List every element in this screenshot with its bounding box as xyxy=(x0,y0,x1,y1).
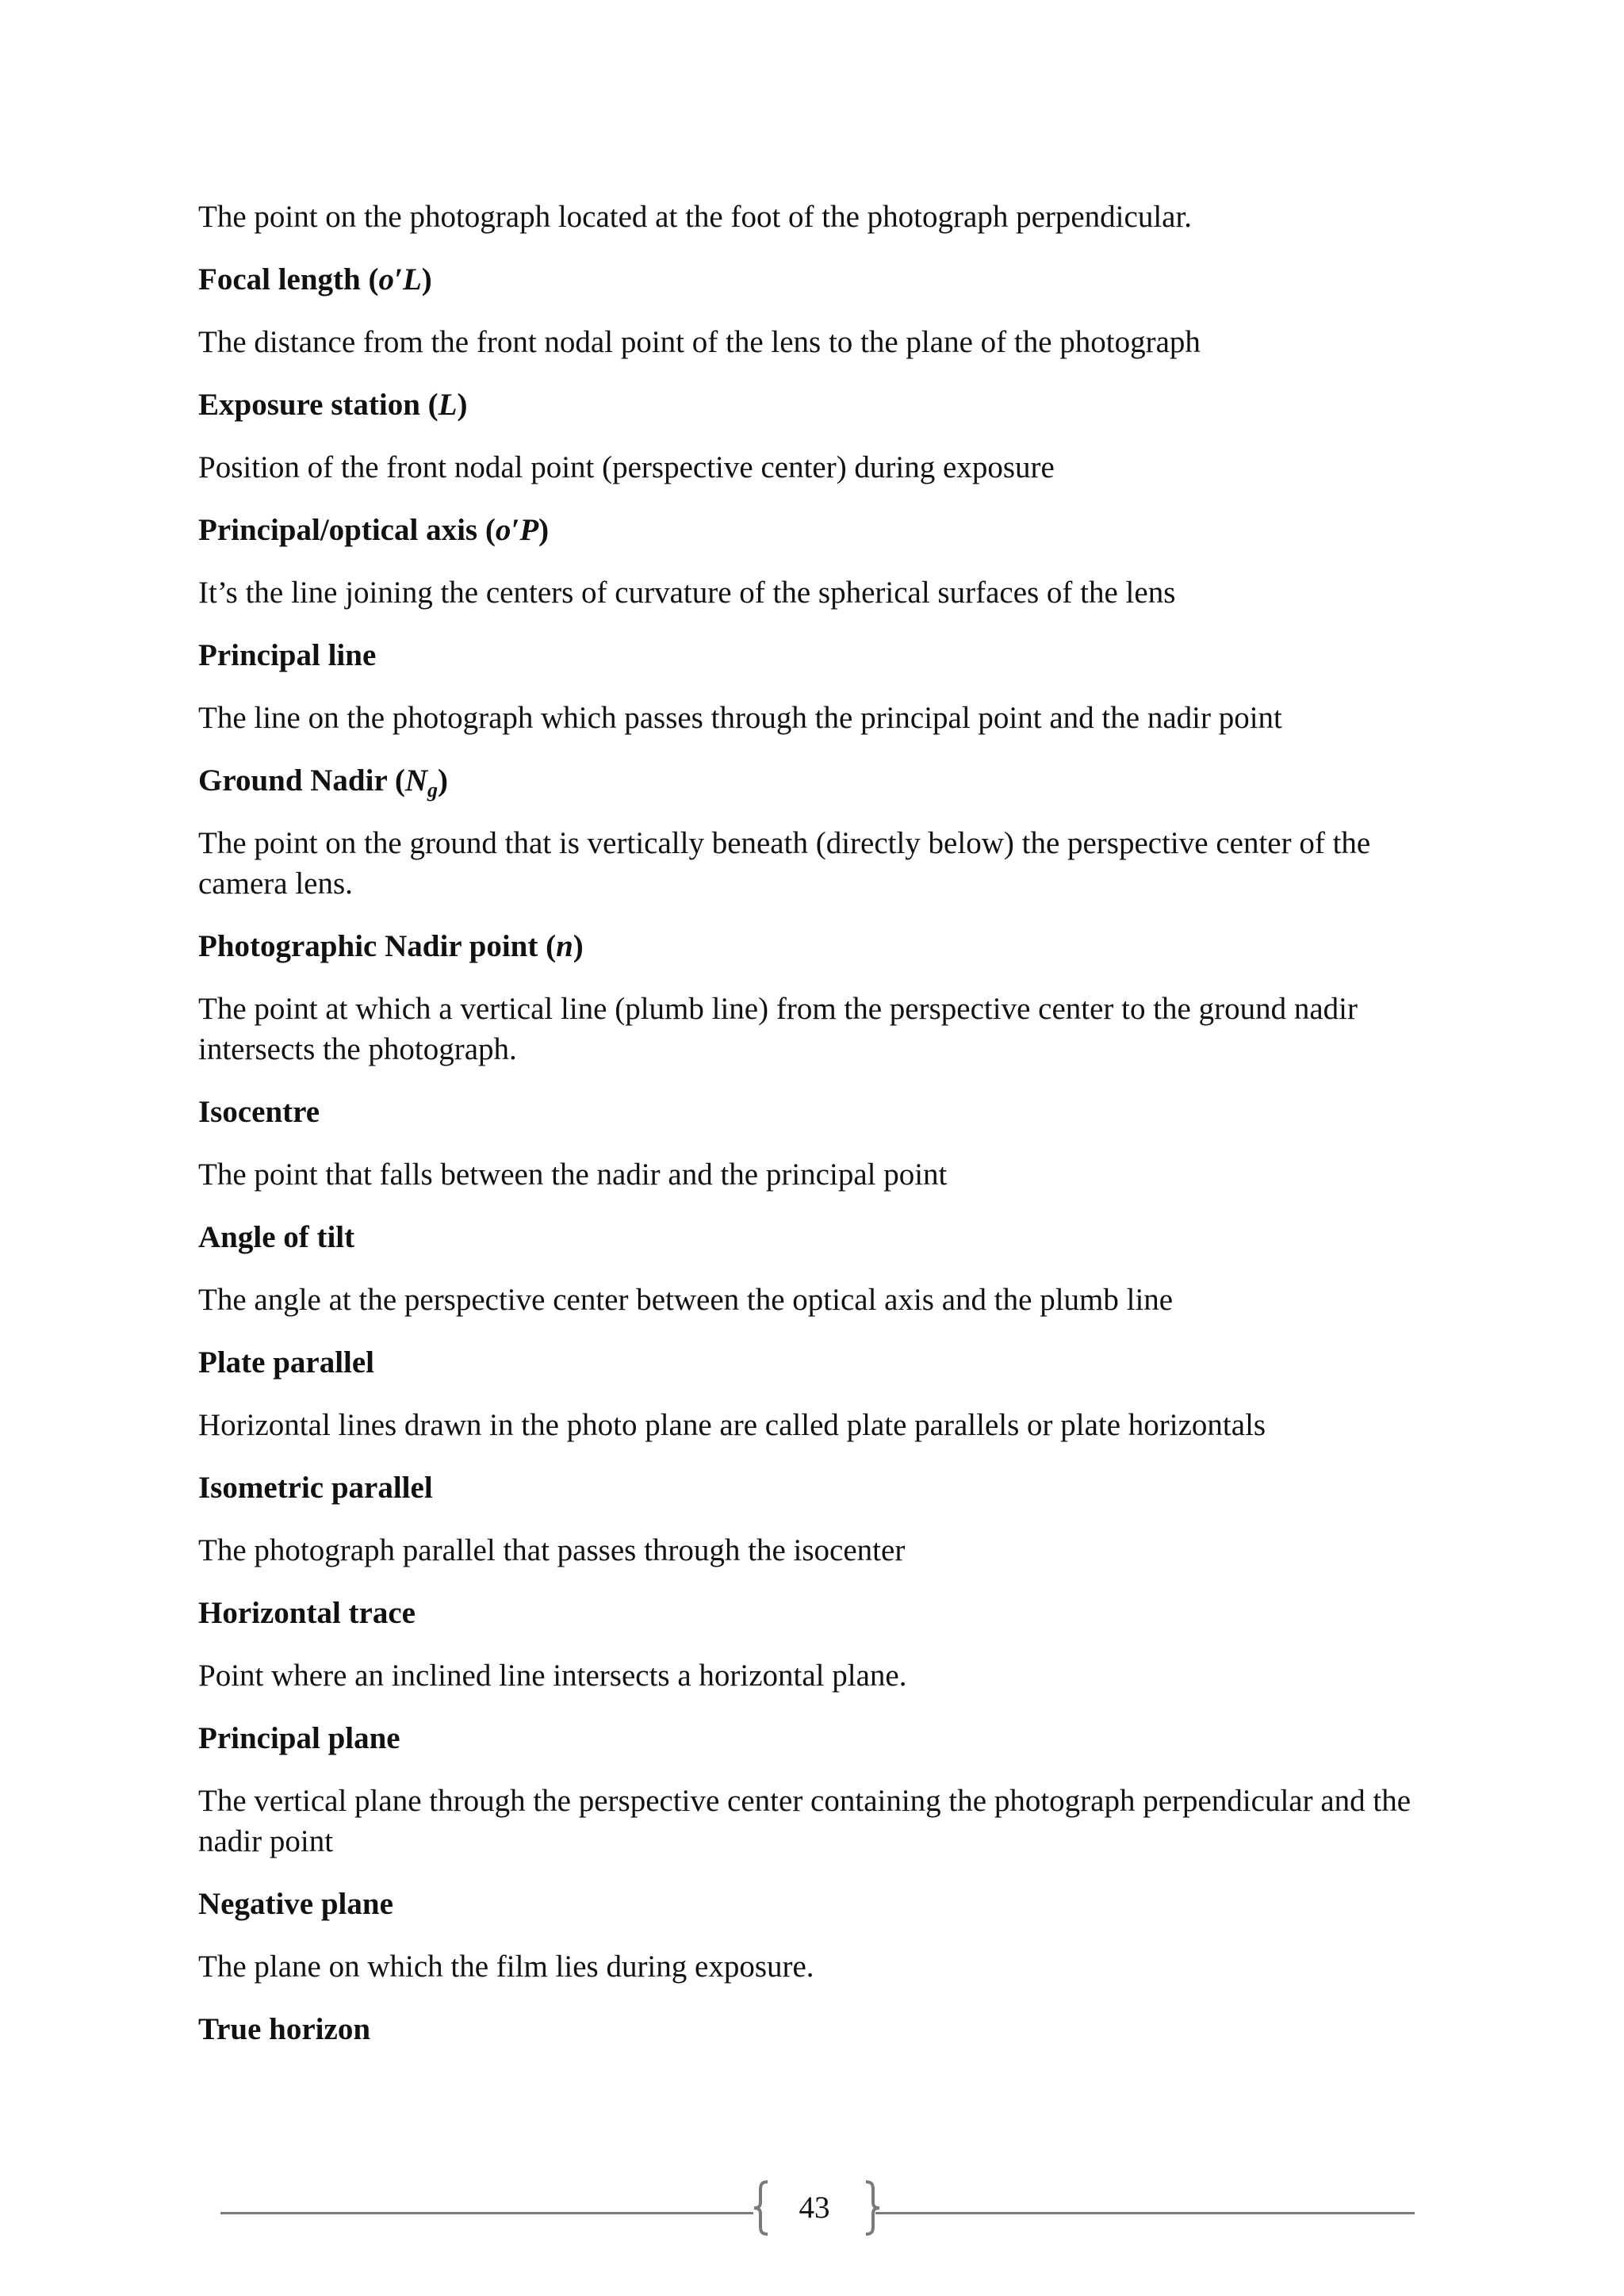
definition-principal-line: The line on the photograph which passes through the principal point and the nadir point xyxy=(198,701,1282,735)
term-negative-plane: Negative plane xyxy=(198,1887,393,1921)
definition-negative-plane: The plane on which the film lies during exposure. xyxy=(198,1950,814,1984)
term-photographic-nadir-point: Photographic Nadir point (n) xyxy=(198,929,584,963)
definition-focal-length: The distance from the front nodal point of the lens to the plane of the photograph xyxy=(198,325,1201,359)
term-isometric-parallel: Isometric parallel xyxy=(198,1471,433,1505)
definition-horizontal-trace: Point where an inclined line intersects a horizontal plane. xyxy=(198,1659,907,1693)
term-symbol-subscript: g xyxy=(427,779,438,802)
term-label: Principal/optical axis xyxy=(198,513,478,547)
definition-photographic-nadir-point: The point at which a vertical line (plumb line) from the perspective center to the ground nadir intersects the photograph. xyxy=(198,992,1358,1066)
term-principal-plane: Principal plane xyxy=(198,1721,400,1755)
definition-exposure-station: Position of the front nodal point (perspective center) during exposure xyxy=(198,450,1055,484)
term-label: Focal length xyxy=(198,262,361,297)
term-label: Exposure station xyxy=(198,388,420,422)
term-plate-parallel: Plate parallel xyxy=(198,1345,375,1380)
term-symbol: n xyxy=(556,929,573,963)
term-principal-line: Principal line xyxy=(198,638,377,672)
definition-isometric-parallel: The photograph parallel that passes through the isocenter xyxy=(198,1533,906,1567)
definition-principal-plane: The vertical plane through the perspective center containing the photograph perpendicular and the nadir point xyxy=(198,1784,1411,1858)
definition-ground-nadir: The point on the ground that is vertically beneath (directly below) the perspective center of the camera lens. xyxy=(198,826,1371,901)
term-focal-length: Focal length (o′L) xyxy=(198,262,432,297)
term-exposure-station: Exposure station (L) xyxy=(198,388,468,422)
definition-isocentre: The point that falls between the nadir and the principal point xyxy=(198,1158,948,1192)
footer-rule-left xyxy=(220,2212,753,2214)
term-symbol: N xyxy=(404,763,427,798)
term-angle-of-tilt: Angle of tilt xyxy=(198,1220,355,1254)
intro-text: The point on the photograph located at the foot of the photograph perpendicular. xyxy=(198,200,1193,234)
term-label: Photographic Nadir point xyxy=(198,929,538,963)
footer-rule-right xyxy=(875,2212,1415,2214)
term-label: Ground Nadir xyxy=(198,763,388,798)
right-brace-icon xyxy=(864,2180,882,2236)
term-ground-nadir: Ground Nadir $(N_g)$ xyxy=(198,763,448,802)
definition-angle-of-tilt: The angle at the perspective center between the optical axis and the plumb line xyxy=(198,1283,1174,1317)
term-principal-optical-axis: Principal/optical axis (o′P) xyxy=(198,513,550,547)
term-isocentre: Isocentre xyxy=(198,1095,320,1129)
term-symbol: L xyxy=(438,388,458,422)
term-symbol: o′L xyxy=(378,262,422,297)
definition-plate-parallel: Horizontal lines drawn in the photo plane are called plate parallels or plate horizontals xyxy=(198,1408,1266,1442)
page-content xyxy=(198,197,1451,2072)
page-number: 43 xyxy=(799,2191,830,2225)
term-true-horizon: True horizon xyxy=(198,2012,371,2046)
left-brace-icon xyxy=(752,2180,769,2236)
page-footer xyxy=(0,2180,1624,2244)
definition-principal-optical-axis: It’s the line joining the centers of curvature of the spherical surfaces of the lens xyxy=(198,576,1176,610)
term-symbol: o′P xyxy=(495,513,539,547)
term-horizontal-trace: Horizontal trace xyxy=(198,1596,416,1630)
